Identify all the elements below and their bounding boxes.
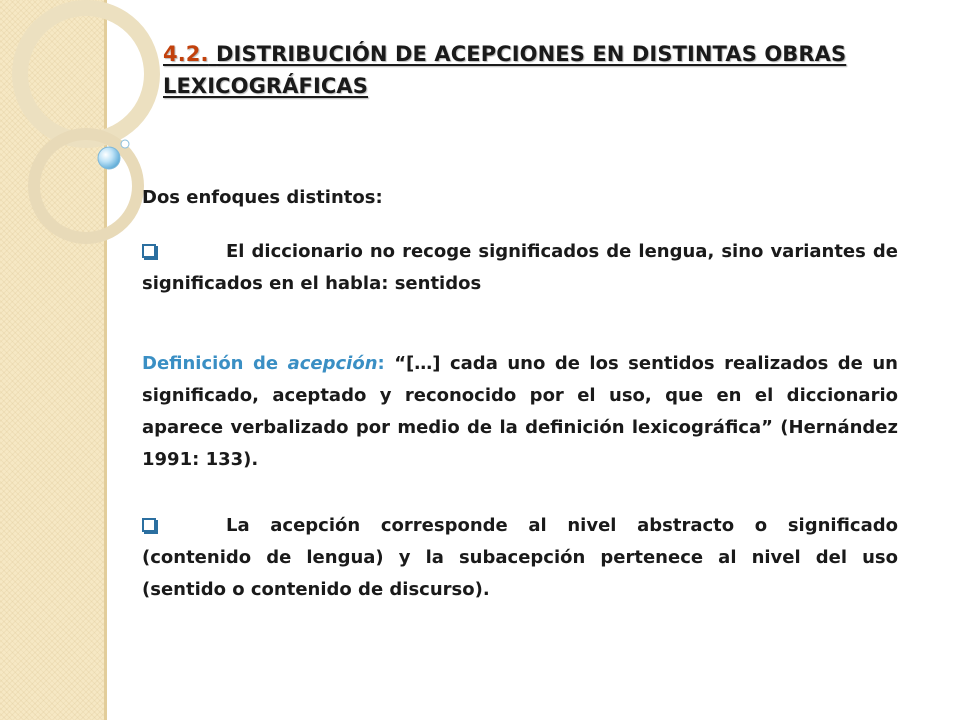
bubble-dot-icon [98,147,120,169]
bullet-text-1: El diccionario no recoge significados de lengua, sino variantes de significados en el habla: sentidos [142,241,898,294]
title-number: 4.2. [163,42,209,66]
decorative-rings [0,0,160,260]
definition-term: acepción [287,353,378,374]
bullet-item-2 [142,510,898,606]
definition-text: “[…] cada uno de los sentidos realizados de un significado, aceptado y reconocido por el uso, que en el diccionario aparece verbalizado por medio de la definición lexicográfica” (Hernández 1991: 133). [142,353,898,470]
definition-colon: : [377,353,395,374]
bullet-text-2: La acepción corresponde al nivel abstracto o significado (contenido de lengua) y la subacepción pertenece al nivel del uso (sentido o contenido de discurso). [142,515,898,600]
section-heading: Dos enfoques distintos: [142,187,383,208]
checkbox-square-icon [142,244,156,258]
slide-title [163,38,960,102]
definition-label: Definición de [142,353,288,374]
bullet-item-1 [142,236,898,300]
definition-paragraph [142,348,898,476]
ring-small [34,134,138,238]
small-dot-icon [121,140,129,148]
title-text: DISTRIBUCIÓN DE ACEPCIONES EN DISTINTAS OBRAS LEXICOGRÁFICAS [163,42,847,98]
slide-body [142,182,898,606]
checkbox-square-icon [142,518,156,532]
ring-large [20,8,152,140]
